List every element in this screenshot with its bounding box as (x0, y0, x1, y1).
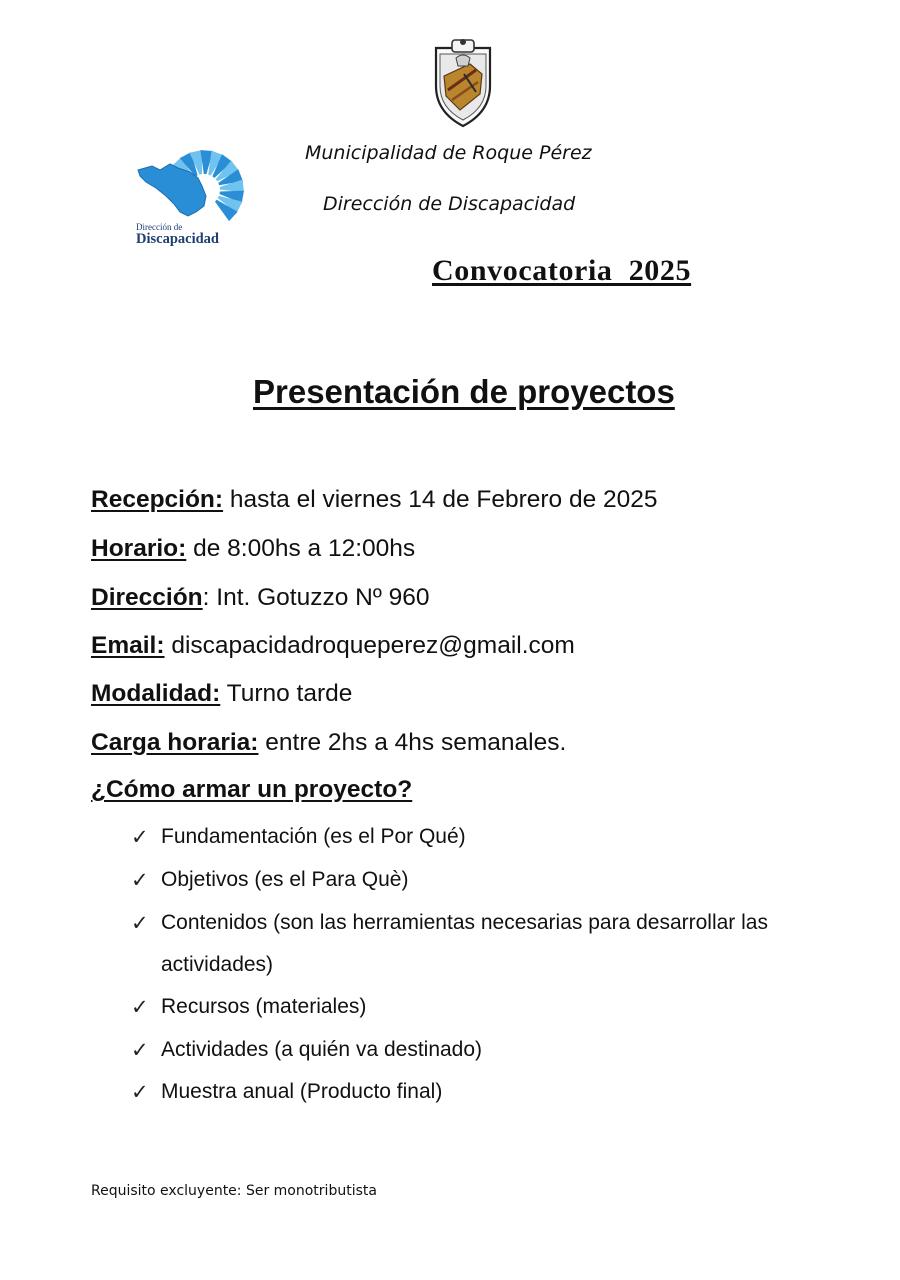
detail-value: discapacidadroqueperez@gmail.com (164, 632, 575, 659)
check-icon: ✓ (131, 911, 149, 935)
detail-label: Carga horaria: (91, 729, 259, 756)
detail-value: Turno tarde (220, 680, 353, 707)
logo-title: Discapacidad (136, 231, 219, 247)
municipality-name: Municipalidad de Roque Pérez (305, 142, 592, 164)
municipal-crest-icon (430, 34, 496, 130)
detail-label: Email: (91, 632, 165, 659)
page-title: Presentación de proyectos (253, 373, 675, 410)
convocatoria-heading: Convocatoria 2025 (432, 254, 692, 287)
checklist-item-text: Fundamentación (es el Por Qué) (161, 825, 466, 848)
detail-address (91, 583, 430, 613)
checklist-item-text: Recursos (materiales) (161, 995, 367, 1018)
check-icon: ✓ (131, 1038, 149, 1062)
checklist-item-text: Objetivos (es el Para Què) (161, 868, 409, 891)
detail-modality (91, 679, 352, 709)
check-icon: ✓ (131, 995, 149, 1019)
checklist-item-text: Contenidos (son las herramientas necesarias para desarrollar las actividades) (161, 911, 768, 976)
detail-value: entre 2hs a 4hs semanales. (258, 729, 567, 756)
how-to-heading: ¿Cómo armar un proyecto? (91, 776, 413, 803)
checklist-item (131, 859, 408, 901)
detail-label: Modalidad: (91, 680, 221, 707)
checklist-item (131, 816, 466, 858)
detail-schedule (91, 534, 415, 564)
detail-email (91, 631, 575, 661)
province-map-icon (134, 146, 246, 224)
checklist-item (131, 902, 841, 986)
checklist-item (131, 986, 366, 1028)
detail-value: hasta el viernes 14 de Febrero de 2025 (223, 486, 658, 513)
checklist-item (131, 1029, 482, 1071)
discapacidad-logo (134, 146, 246, 250)
logo-subtitle: Dirección de (136, 222, 183, 232)
detail-workload (91, 728, 566, 758)
checklist-item-text: Actividades (a quién va destinado) (161, 1038, 483, 1061)
detail-reception (91, 485, 658, 515)
detail-label: Horario: (91, 535, 187, 562)
checklist-item (131, 1071, 442, 1113)
requirement-note: Requisito excluyente: Ser monotributista (91, 1183, 377, 1199)
check-icon: ✓ (131, 1080, 149, 1104)
check-icon: ✓ (131, 825, 149, 849)
direction-name: Dirección de Discapacidad (323, 193, 576, 215)
detail-label: Recepción: (91, 486, 224, 513)
detail-value: de 8:00hs a 12:00hs (186, 535, 416, 562)
detail-value: : Int. Gotuzzo Nº 960 (202, 584, 430, 611)
detail-label: Dirección (91, 584, 203, 611)
check-icon: ✓ (131, 868, 149, 892)
checklist-item-text: Muestra anual (Producto final) (161, 1080, 443, 1103)
